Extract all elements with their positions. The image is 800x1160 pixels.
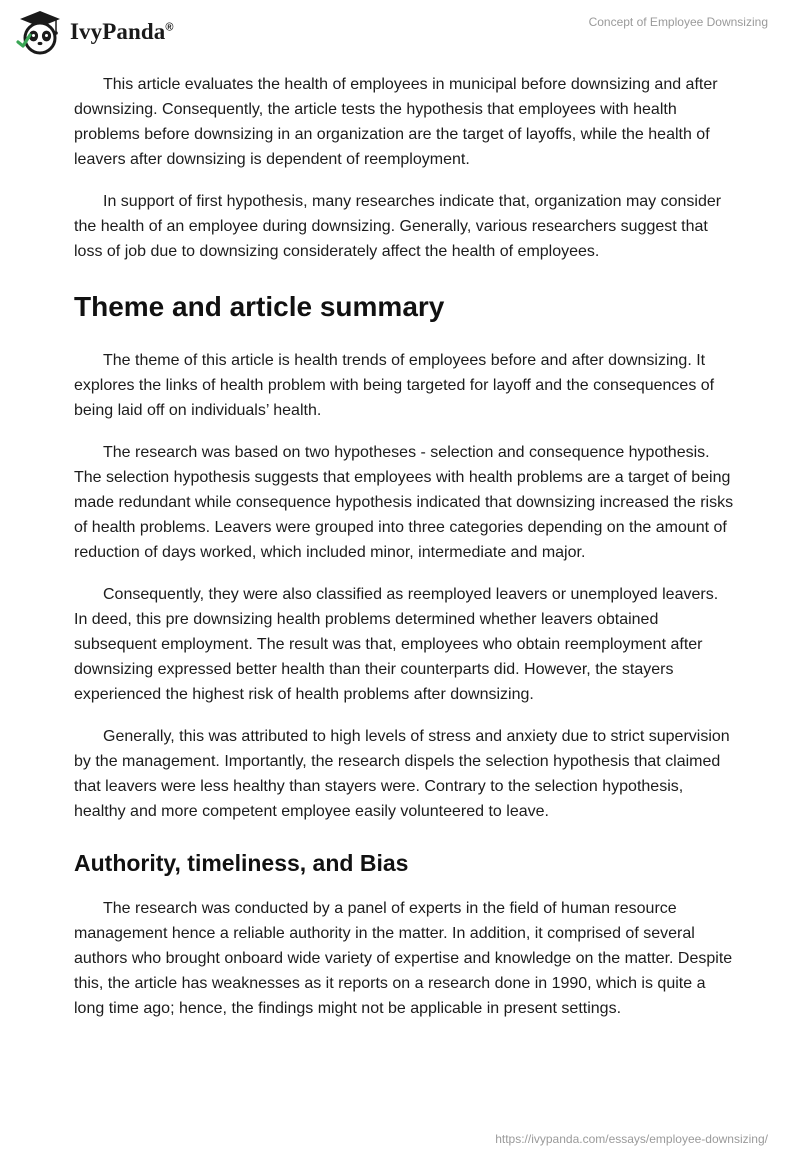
section-paragraph: The research was conducted by a panel of experts in the field of human resource management hence a reliable authority in the matter. In addition, it comprised of several authors who brought onboard wide variety of expertise and knowledge on the matter. Despite this, the article has weaknesses as it reports on a research done in 1990, which is quite a long time ago; hence, the findings might not be applicable in present settings. [74,900,733,1017]
intro-paragraph: In support of first hypothesis, many researches indicate that, organization may consider the health of an employee during downsizing. Generally, various researchers suggest that loss of job due to downsizing considerately affect the health of employees. [74,193,722,260]
panda-logo-icon [16,8,64,56]
page-header [0,0,800,66]
section-paragraph: The theme of this article is health trends of employees before and after downsizing. It explores the links of health problem with being targeted for layoff and the consequences of being laid off on individuals’ health. [74,352,715,419]
registered-mark: ® [165,21,174,34]
intro-paragraph: This article evaluates the health of employees in municipal before downsizing and after downsizing. Consequently, the article tests the hypothesis that employees with health problems before downsizing in an organization are the target of layoffs, while the health of leavers after downsizing is dependent of reemployment. [74,76,718,168]
section-paragraph: Consequently, they were also classified as reemployed leavers or unemployed leavers. In deed, this pre downsizing health problems determined whether leavers obtained subsequent employment. The result was that, employees who obtain reemployment after downsizing expressed better health than their counterparts did. However, the stayers experienced the highest risk of health problems after downsizing. [74,586,719,703]
section-heading-authority: Authority, timeliness, and Bias [74,850,409,876]
source-url[interactable]: https://ivypanda.com/essays/employee-downsizing/ [495,1132,768,1146]
section-paragraph: The research was based on two hypotheses - selection and consequence hypothesis. The selection hypothesis suggests that employees with health problems are a target of being made redundant while consequence hypothesis indicated that downsizing increased the risks of health problems. Leavers were grouped into three categories depending on the amount of reduction of days worked, which included minor, intermediate and major. [74,444,734,561]
brand-name: IvyPanda® [70,19,174,44]
brand-logo[interactable] [16,8,174,56]
document-title: Concept of Employee Downsizing [588,15,768,29]
section-heading-theme: Theme and article summary [74,291,445,322]
section-paragraph: Generally, this was attributed to high levels of stress and anxiety due to strict supervision by the management. Importantly, the research dispels the selection hypothesis that claimed that leavers were less healthy than stayers were. Contrary to the selection hypothesis, healthy and more competent employee easily volunteered to leave. [74,728,730,820]
article-content [74,72,734,1038]
